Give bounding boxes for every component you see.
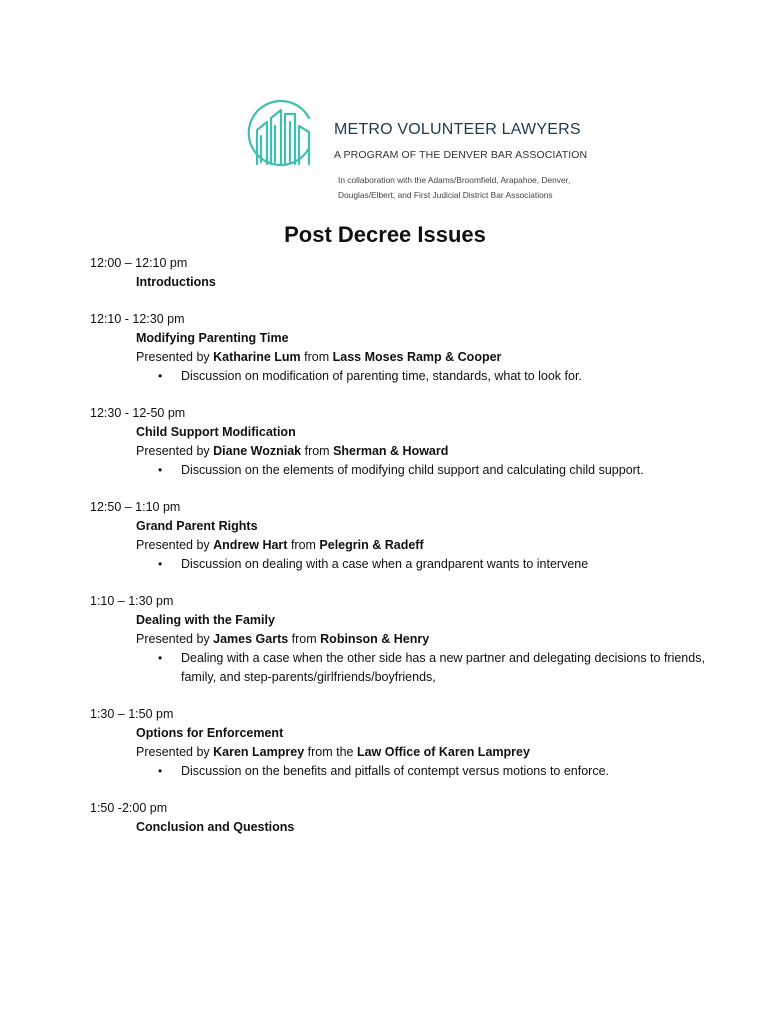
agenda-presenter-line	[90, 536, 710, 555]
agenda-bullet	[90, 762, 710, 781]
agenda-presenter-line	[90, 442, 710, 461]
from-text: from the	[304, 745, 357, 759]
agenda-bullet	[90, 555, 710, 574]
agenda	[90, 254, 710, 855]
agenda-time: 1:50 -2:00 pm	[90, 801, 168, 815]
document-title: Post Decree Issues	[284, 222, 486, 247]
collaboration-line-1: In collaboration with the Adams/Broomfield, Arapahoe, Denver,	[338, 175, 571, 185]
agenda-item-family	[90, 592, 710, 687]
organization-subtitle: A PROGRAM OF THE DENVER BAR ASSOCIATION	[334, 149, 588, 161]
agenda-item-conclusion	[90, 799, 710, 837]
agenda-presenter-line	[90, 743, 710, 762]
agenda-topic: Grand Parent Rights	[136, 519, 258, 533]
presented-by-text: Presented by	[136, 350, 214, 364]
presenter-name: Diane Wozniak	[213, 444, 302, 458]
agenda-topic: Child Support Modification	[136, 425, 296, 439]
presented-by-text: Presented by	[136, 745, 214, 759]
agenda-topic: Options for Enforcement	[136, 726, 284, 740]
presented-by-text: Presented by	[136, 632, 214, 646]
from-text: from	[287, 538, 320, 552]
bullet-text: Discussion on modification of parenting time, standards, what to look for.	[181, 369, 582, 383]
bullet-text: Discussion on the benefits and pitfalls of contempt versus motions to enforce.	[181, 764, 610, 778]
city-skyline-logo-icon	[247, 96, 325, 168]
bullet-icon: •	[158, 764, 163, 778]
from-text: from	[288, 632, 321, 646]
bullet-icon: •	[158, 463, 163, 477]
agenda-bullet	[90, 367, 710, 386]
from-text: from	[300, 350, 333, 364]
agenda-topic: Conclusion and Questions	[136, 820, 295, 834]
agenda-time: 12:00 – 12:10 pm	[90, 256, 188, 270]
presenter-firm: Sherman & Howard	[333, 444, 449, 458]
collaboration-note	[338, 173, 628, 203]
agenda-topic: Introductions	[136, 275, 216, 289]
presented-by-text: Presented by	[136, 444, 214, 458]
bullet-icon: •	[158, 369, 163, 383]
presenter-firm: Law Office of Karen Lamprey	[356, 745, 530, 759]
bullet-text: Dealing with a case when the other side has a new partner and delegating decisions to friends, family, and step-parents/girlfriends/boyfriends,	[181, 651, 705, 684]
presenter-firm: Pelegrin & Radeff	[319, 538, 424, 552]
agenda-topic: Dealing with the Family	[136, 613, 275, 627]
agenda-time: 12:50 – 1:10 pm	[90, 500, 181, 514]
agenda-item-introductions	[90, 254, 710, 292]
presenter-firm: Robinson & Henry	[320, 632, 430, 646]
presenter-name: Andrew Hart	[213, 538, 288, 552]
bullet-icon: •	[158, 557, 163, 571]
bullet-text: Discussion on dealing with a case when a grandparent wants to intervene	[181, 557, 589, 571]
agenda-item-enforcement	[90, 705, 710, 781]
collaboration-line-2: Douglas/Elbert, and First Judicial District Bar Associations	[338, 190, 553, 200]
organization-name: METRO VOLUNTEER LAWYERS	[334, 121, 581, 138]
from-text: from	[301, 444, 334, 458]
presenter-name: Katharine Lum	[213, 350, 301, 364]
bullet-text: Discussion on the elements of modifying child support and calculating child support.	[181, 463, 644, 477]
presented-by-text: Presented by	[136, 538, 214, 552]
agenda-item-grandparent-rights	[90, 498, 710, 574]
agenda-bullet	[90, 649, 710, 687]
agenda-time: 12:10 - 12:30 pm	[90, 312, 185, 326]
presenter-firm: Lass Moses Ramp & Cooper	[332, 350, 502, 364]
bullet-icon: •	[158, 651, 163, 665]
agenda-item-parenting-time	[90, 310, 710, 386]
agenda-time: 12:30 - 12-50 pm	[90, 406, 186, 420]
presenter-name: Karen Lamprey	[213, 745, 305, 759]
presenter-name: James Garts	[213, 632, 289, 646]
agenda-presenter-line	[90, 348, 710, 367]
agenda-topic: Modifying Parenting Time	[136, 331, 289, 345]
agenda-bullet	[90, 461, 710, 480]
agenda-presenter-line	[90, 630, 710, 649]
agenda-time: 1:30 – 1:50 pm	[90, 707, 174, 721]
agenda-item-child-support	[90, 404, 710, 480]
agenda-time: 1:10 – 1:30 pm	[90, 594, 174, 608]
